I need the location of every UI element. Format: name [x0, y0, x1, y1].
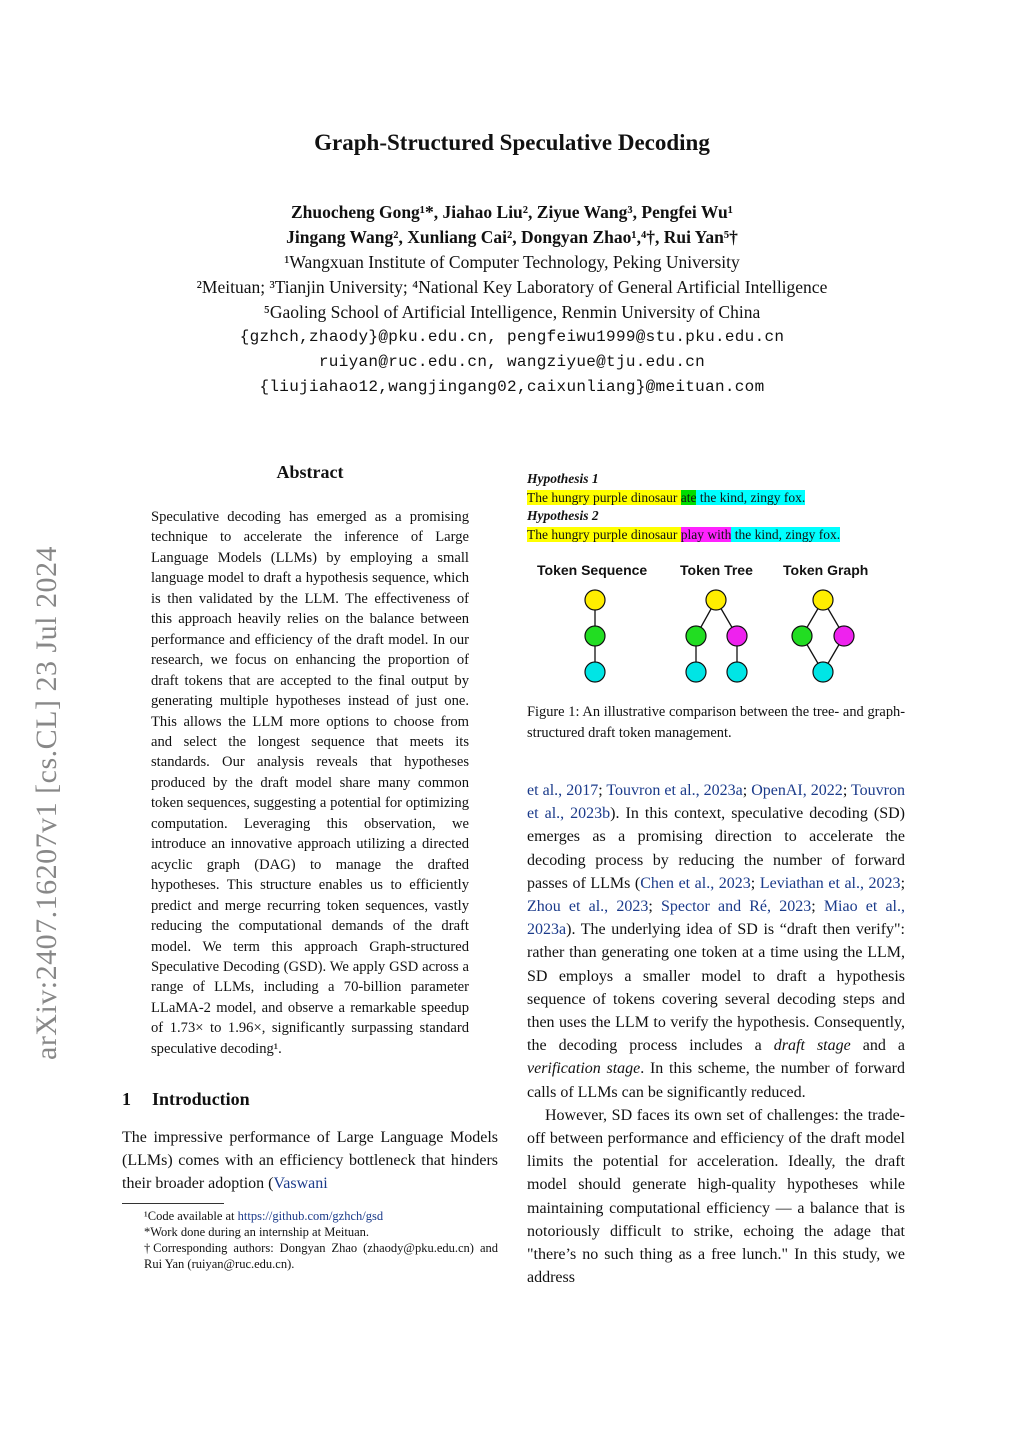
title-token-graph: Token Graph: [783, 562, 869, 578]
graph-node-magenta: [834, 626, 854, 646]
github-link[interactable]: https://github.com/gzhch/gsd: [237, 1209, 384, 1224]
cite-zhou[interactable]: Zhou et al., 2023: [527, 898, 649, 916]
affiliation-3: ⁵Gaoling School of Artificial Intelligence, Renmin University of China: [263, 302, 761, 322]
affiliation-1: ¹Wangxuan Institute of Computer Technology, Peking University: [284, 252, 740, 272]
section-title: Introduction: [152, 1089, 250, 1110]
p1-text-c: and a: [850, 1037, 906, 1055]
email-line-2: ruiyan@ruc.edu.cn, wangziyue@tju.edu.cn: [318, 353, 706, 371]
tree-node-yellow: [706, 590, 726, 610]
intro-continued: [527, 779, 905, 1289]
footnote-rule: [122, 1203, 224, 1204]
token-structure-diagrams: [527, 588, 905, 688]
seq-node-green: [585, 626, 605, 646]
tree-node-green: [686, 626, 706, 646]
seq-node-yellow: [585, 590, 605, 610]
hyp2-branch-token: play with: [680, 527, 732, 542]
left-column: [122, 462, 498, 1272]
p1-text-a: ). In this context, speculative decoding (SD) emerges as a promising direction to accelerate the decoding process by reducing the number of forward passes of LLMs (: [527, 805, 905, 892]
affiliation-2: ²Meituan; ³Tianjin University; ⁴National Key Laboratory of General Artificial Intelligence: [196, 277, 828, 297]
p1-draft-stage: draft stage: [773, 1037, 851, 1055]
arxiv-stamp: arXiv:2407.16207v1 [cs.CL] 23 Jul 2024: [30, 546, 63, 1060]
title-token-sequence: Token Sequence: [537, 562, 648, 578]
footnote-2: *Work done during an internship at Meituan.: [144, 1225, 369, 1240]
paragraph-2: However, SD faces its own set of challenges: the trade-off between performance and efficiency of the draft model limits the potential for acceleration. Ideally, the draft model should generate high-quality hypotheses while maintaining computational efficiency — a balance that is notoriously difficult to strike, echoing the adage that "there’s no such thing as a free lunch." In this study, we address: [527, 1106, 905, 1287]
hypothesis-1-label: Hypothesis 1: [527, 471, 599, 486]
abstract-text: Speculative decoding has emerged as a promising technique to accelerate the inference of Large Language Models (LLMs) by employing a small language model to draft a hypothesis sequence, which is then validated by the LLM. The effectiveness of this approach heavily relies on the balance between performance and efficiency of the draft model. In our research, we focus on enhancing the proportion of draft tokens that are accepted to the final output by generating multiple hypotheses instead of just one. This allows the LLM more options to choose from and select the longest sequence that meets its standards. Our analysis reveals that hypotheses produced by the draft model share many common token sequences, suggesting a potential for optimizing computation. Leveraging this observation, we introduce an innovative approach utilizing a directed acyclic graph (DAG) to manage the drafted hypotheses. This structure enables us to efficiently predict and merge recurring token sequences, vastly reducing the computational demands of the draft model. We term this approach Graph-structured Speculative Decoding (GSD). We apply GSD across a range of LLMs, including a 70-billion parameter LLaMA-2 model, and observe a remarkable speedup of 1.73× to 1.96×, significantly surpassing standard speculative decoding¹.: [151, 509, 469, 1057]
intro-paragraph: The impressive performance of Large Language Models (LLMs) comes with an efficiency bottleneck that hinders their broader adoption (: [122, 1129, 498, 1193]
figure-1: [527, 470, 905, 743]
diagram-titles: [527, 562, 905, 588]
p1-verification-stage: verification stage: [527, 1060, 641, 1078]
figure-caption: Figure 1: An illustrative comparison between the tree- and graph-structured draft token management.: [527, 704, 905, 741]
cite-openai[interactable]: OpenAI, 2022: [751, 782, 843, 799]
graph-node-yellow: [813, 590, 833, 610]
hypothesis-2-label: Hypothesis 2: [527, 508, 599, 523]
cite-touvron-a[interactable]: Touvron et al., 2023a: [606, 782, 743, 799]
paper-title: Graph-Structured Speculative Decoding: [314, 130, 710, 155]
footnotes: [122, 1208, 498, 1272]
graph-node-cyan: [813, 662, 833, 682]
tree-node-magenta: [727, 626, 747, 646]
cite-chen[interactable]: Chen et al., 2023: [640, 874, 751, 892]
footnote-1-text: ¹Code available at: [144, 1209, 238, 1224]
email-line-1: {gzhch,zhaody}@pku.edu.cn, pengfeiwu1999@stu.pku.edu.cn: [239, 328, 785, 346]
authors-line-2: Jingang Wang², Xunliang Cai², Dongyan Zhao¹,⁴†, Rui Yan⁵†: [286, 227, 738, 247]
cite-vaswani[interactable]: et al., 2017: [527, 782, 599, 799]
tree-node-cyan-left: [686, 662, 706, 682]
hyp2-shared-prefix: The hungry purple dinosaur: [527, 527, 681, 542]
abstract-heading: Abstract: [276, 462, 344, 482]
footnote-1: [122, 1208, 498, 1224]
right-column: [527, 470, 905, 1289]
p1-text-b: ). The underlying idea of SD is “draft then verify": rather than generating one token at a time using the LLM, SD employs a smaller model to draft a hypothesis sequence of tokens covering several decoding steps and then uses the LLM to verify the hypothesis. Consequently, the decoding process includes a: [527, 921, 905, 1055]
seq-node-cyan: [585, 662, 605, 682]
email-line-3: {liujiahao12,wangjingang02,caixunliang}@meituan.com: [259, 378, 765, 396]
hypothesis-1-sentence: [527, 488, 905, 507]
p1-text-d: . In this scheme, the number of forward calls of LLMs can be significantly reduced.: [527, 1060, 906, 1101]
hypothesis-2-sentence: [527, 525, 905, 544]
hyp1-shared-prefix: The hungry purple dinosaur: [527, 490, 681, 505]
authors-line-1: Zhuocheng Gong¹*, Jiahao Liu², Ziyue Wang³, Pengfei Wu¹: [290, 202, 734, 222]
cite-touvron-b[interactable]: Touvron et al., 2023b: [527, 782, 905, 823]
section-number: 1: [122, 1089, 131, 1110]
introduction-text: [122, 1126, 498, 1195]
hyp1-branch-token: ate: [680, 490, 697, 505]
footnote-3: †Corresponding authors: Dongyan Zhao (zhaody@pku.edu.cn) and Rui Yan (ruiyan@ruc.edu.cn).: [144, 1241, 498, 1272]
author-block: [0, 200, 1024, 400]
tree-node-cyan-right: [727, 662, 747, 682]
hyp1-shared-suffix: the kind, zingy fox.: [696, 490, 806, 505]
cite-spector[interactable]: Spector and Ré, 2023: [660, 898, 812, 916]
hyp2-shared-suffix: the kind, zingy fox.: [731, 527, 841, 542]
title-token-tree: Token Tree: [680, 562, 753, 578]
paragraph-1: et al., 2017; Touvron et al., 2023a; OpenAI, 2022; Touvron et al., 2023b). In this context, speculative decoding (SD) emerges as a promising direction to accelerate the decoding process by reducing the number of forward passes of LLMs (Chen et al., 2023; Leviathan et al., 2023; Zhou et al., 2023; Spector and Ré, 2023; Miao et al., 2023a). The underlying idea of SD is “draft then verify": rather than generating one token at a time using the LLM, SD employs a smaller model to draft a hypothesis sequence of tokens covering several decoding steps and then uses the LLM to verify the hypothesis. Consequently, the decoding process includes a draft stage and a verification stage. In this scheme, the number of forward calls of LLMs can be significantly reduced.: [527, 782, 906, 1101]
cite-miao[interactable]: Miao et al., 2023a: [527, 898, 905, 939]
graph-node-green: [792, 626, 812, 646]
citation-link[interactable]: Vaswani: [273, 1175, 328, 1193]
section-heading-introduction: [122, 1089, 498, 1110]
cite-leviathan[interactable]: Leviathan et al., 2023: [759, 874, 901, 892]
